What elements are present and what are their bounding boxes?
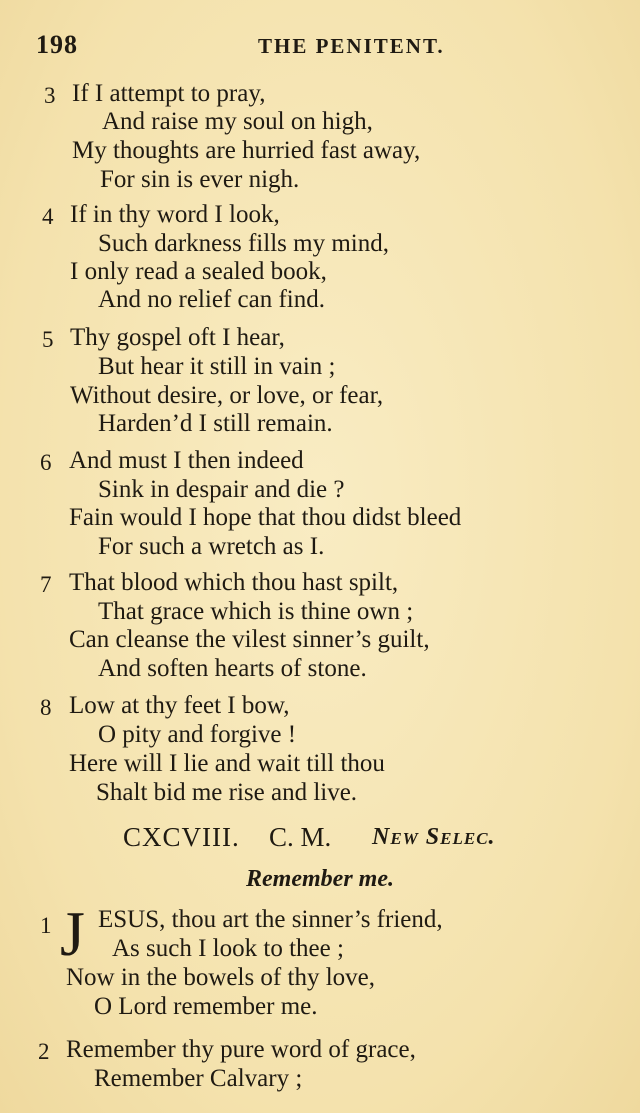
verse-line: O pity and forgive ! (98, 721, 297, 748)
verse-line: That grace which is thine own ; (98, 598, 414, 625)
verse-line: Thy gospel oft I hear, (70, 324, 285, 351)
verse-line: Can cleanse the vilest sinner’s guilt, (69, 626, 430, 653)
verse-line: Sink in despair and die ? (98, 476, 345, 503)
verse-line: I only read a sealed book, (70, 258, 327, 285)
hymn-tune: New Selec. (372, 824, 496, 850)
verse-line: And must I then indeed (69, 447, 304, 474)
stanza-number: 4 (42, 204, 54, 229)
stanza-number: 2 (38, 1039, 50, 1064)
drop-cap: J (60, 898, 85, 969)
verse-line: Shalt bid me rise and live. (96, 779, 358, 806)
verse-line: ESUS, thou art the sinner’s friend, (98, 906, 443, 933)
verse-line: Harden’d I still remain. (98, 410, 333, 437)
verse-line: If in thy word I look, (70, 201, 280, 228)
stanza-number: 6 (40, 450, 52, 475)
hymn-meter: C. M. (269, 822, 332, 852)
verse-line: Without desire, or love, or fear, (70, 382, 384, 409)
hymn-subtitle: Remember me. (246, 866, 394, 892)
verse-line: Remember thy pure word of grace, (66, 1036, 416, 1063)
verse-line: My thoughts are hurried fast away, (72, 137, 421, 164)
verse-line: Low at thy feet I bow, (69, 692, 290, 719)
verse-line: And no relief can find. (98, 286, 326, 313)
verse-line: O Lord remember me. (94, 993, 318, 1020)
verse-line: And raise my soul on high, (102, 108, 373, 135)
stanza-number: 7 (40, 572, 52, 597)
stanza-number: 1 (40, 913, 52, 938)
page-number: 198 (36, 30, 78, 59)
verse-line: Remember Calvary ; (94, 1065, 303, 1092)
verse-line: As such I look to thee ; (112, 935, 344, 962)
verse-line: For such a wretch as I. (98, 533, 325, 560)
verse-line: Such darkness fills my mind, (98, 230, 389, 257)
verse-line: And soften hearts of stone. (98, 655, 367, 682)
stanza-number: 3 (44, 83, 56, 108)
verse-line: Now in the bowels of thy love, (66, 964, 375, 991)
verse-line: But hear it still in vain ; (98, 353, 336, 380)
stanza-number: 8 (40, 695, 52, 720)
hymn-number: CXCVIII. (123, 822, 240, 852)
verse-line: If I attempt to pray, (72, 80, 266, 107)
running-head: THE PENITENT. (258, 34, 445, 58)
verse-line: For sin is ever nigh. (100, 166, 300, 193)
verse-line: Here will I lie and wait till thou (69, 750, 385, 777)
stanza-number: 5 (42, 327, 54, 352)
verse-line: Fain would I hope that thou didst bleed (69, 504, 462, 531)
page-header (36, 30, 604, 64)
verse-line: That blood which thou hast spilt, (69, 569, 399, 596)
hymn-heading (0, 822, 640, 858)
